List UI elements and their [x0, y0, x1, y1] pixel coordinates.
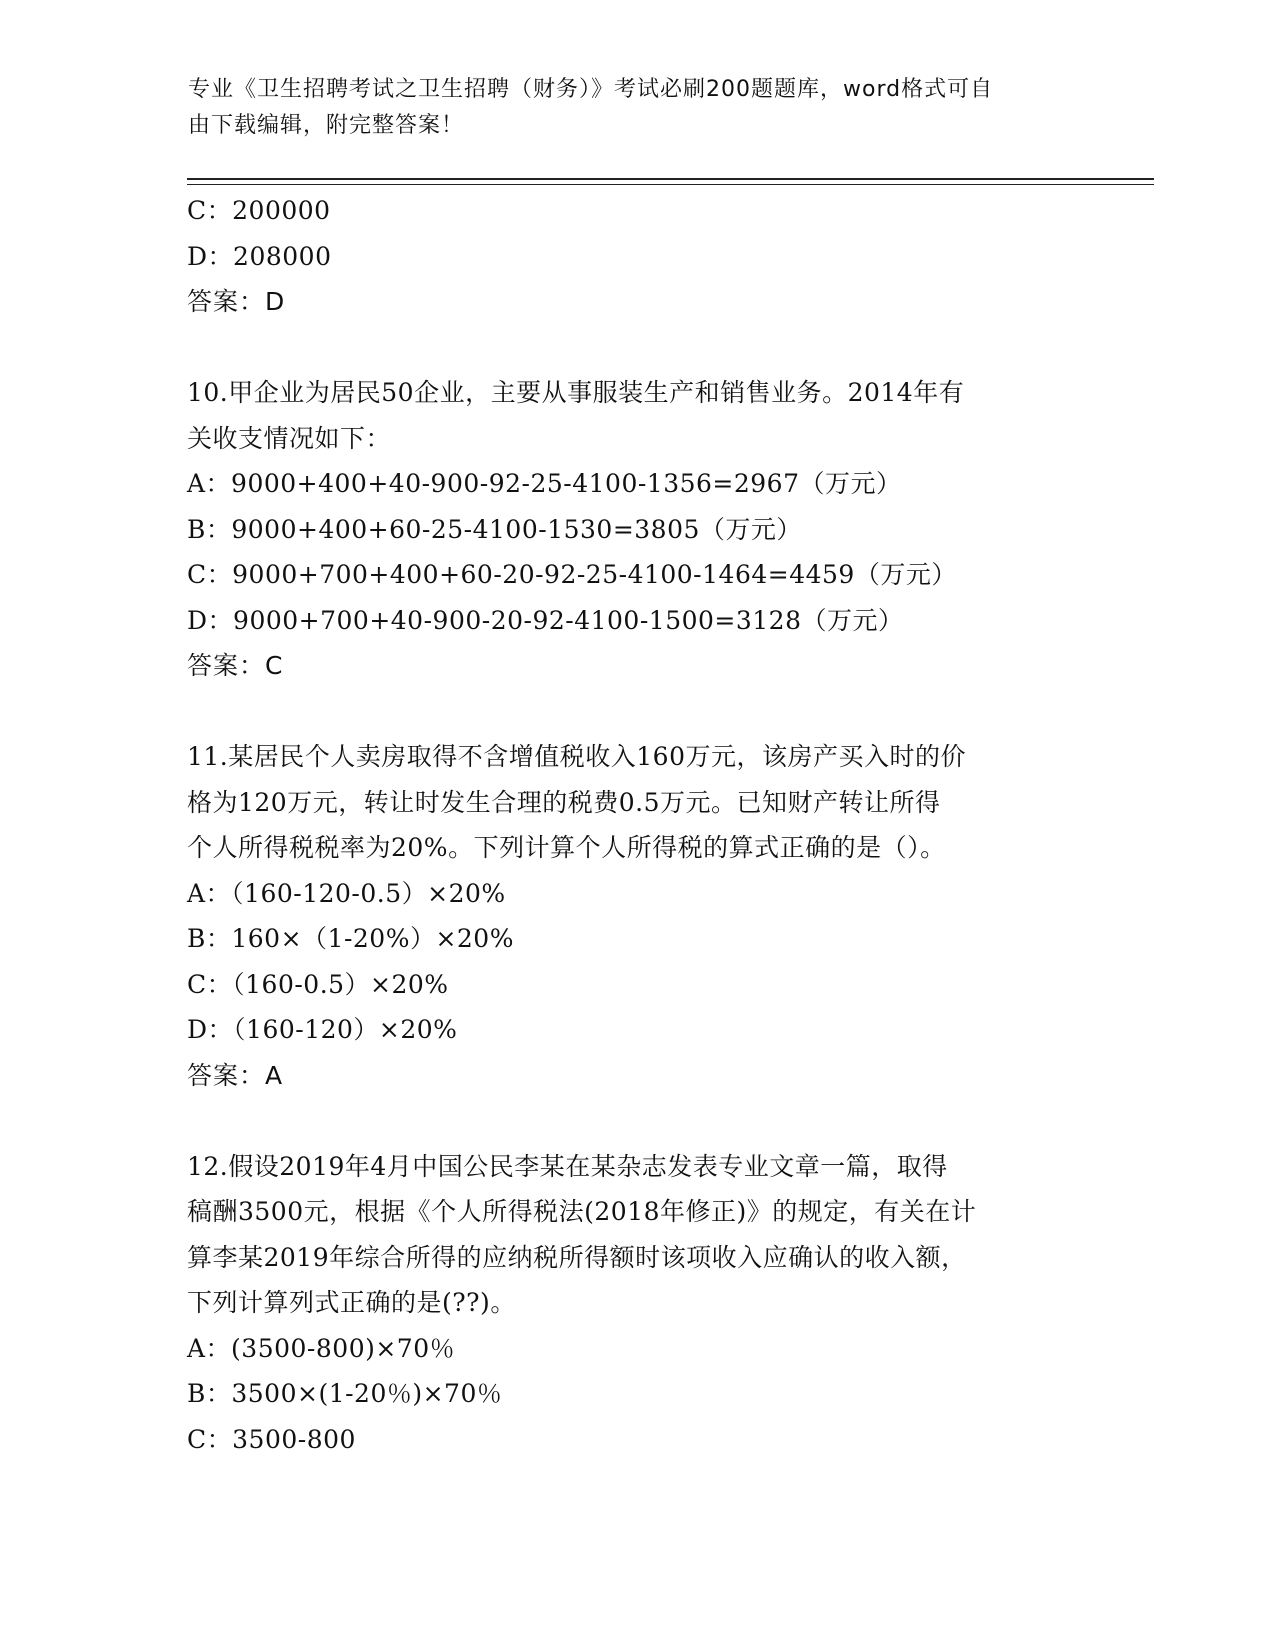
- option-d: D：9000+700+40-900-20-92-4100-1500=3128（万元）: [187, 605, 904, 635]
- question-11: [187, 734, 1087, 1098]
- option-a: A：(3500-800)×70％: [187, 1333, 456, 1363]
- question-list: [187, 188, 1087, 1462]
- question-stem: 个人所得税税率为20%。下列计算个人所得税的算式正确的是（）。: [187, 833, 946, 862]
- header-line-2: 由下载编辑，附完整答案！: [188, 113, 465, 138]
- option-d: D：（160-120）×20%: [187, 1015, 458, 1044]
- question-stem: 关收支情况如下：: [187, 423, 392, 453]
- option-c: C：200000: [187, 196, 331, 225]
- option-d: D：208000: [187, 241, 332, 271]
- question-9-tail: [187, 188, 1087, 325]
- question-stem: 稿酬3500元，根据《个人所得税法(2018年修正)》的规定，有关在计: [187, 1197, 977, 1226]
- option-c: C：（160-0.5）×20%: [187, 969, 449, 999]
- header-line-1: 专业《卫生招聘考试之卫生招聘（财务）》考试必刷200题题库，word格式可自: [188, 77, 994, 102]
- spacer: [187, 1098, 1087, 1144]
- answer-line: 答案：D: [187, 287, 286, 316]
- answer-line: 答案：A: [187, 1060, 284, 1090]
- spacer: [187, 325, 1087, 371]
- option-b: B：9000+400+60-25-4100-1530=3805（万元）: [187, 514, 802, 544]
- option-a: A：9000+400+40-900-92-25-4100-1356=2967（万元）: [187, 469, 902, 498]
- option-c: C：9000+700+400+60-20-92-25-4100-1464=4459（万元）: [187, 560, 957, 589]
- page-header: [188, 72, 1068, 144]
- option-a: A：（160-120-0.5）×20%: [187, 878, 506, 908]
- question-stem: 格为120万元，转让时发生合理的税费0.5万元。已知财产转让所得: [187, 787, 941, 817]
- question-12: [187, 1144, 1087, 1463]
- question-stem: 下列计算列式正确的是(??)。: [187, 1288, 516, 1317]
- spacer: [187, 689, 1087, 735]
- header-divider-thick: [187, 178, 1154, 180]
- option-c: C：3500-800: [187, 1424, 356, 1454]
- question-stem: 12.假设2019年4月中国公民李某在某杂志发表专业文章一篇，取得: [187, 1151, 948, 1181]
- question-stem: 11.某居民个人卖房取得不含增值税收入160万元，该房产买入时的价: [187, 742, 966, 771]
- answer-line: 答案：C: [187, 651, 284, 680]
- question-10: [187, 370, 1087, 689]
- question-stem: 10.甲企业为居民50企业，主要从事服装生产和销售业务。2014年有: [187, 378, 965, 407]
- option-b: B：160×（1-20%）×20%: [187, 924, 514, 953]
- header-divider-thin: [187, 184, 1154, 185]
- option-b: B：3500×(1-20％)×70％: [187, 1379, 503, 1408]
- question-stem: 算李某2019年综合所得的应纳税所得额时该项收入应确认的收入额，: [187, 1242, 967, 1272]
